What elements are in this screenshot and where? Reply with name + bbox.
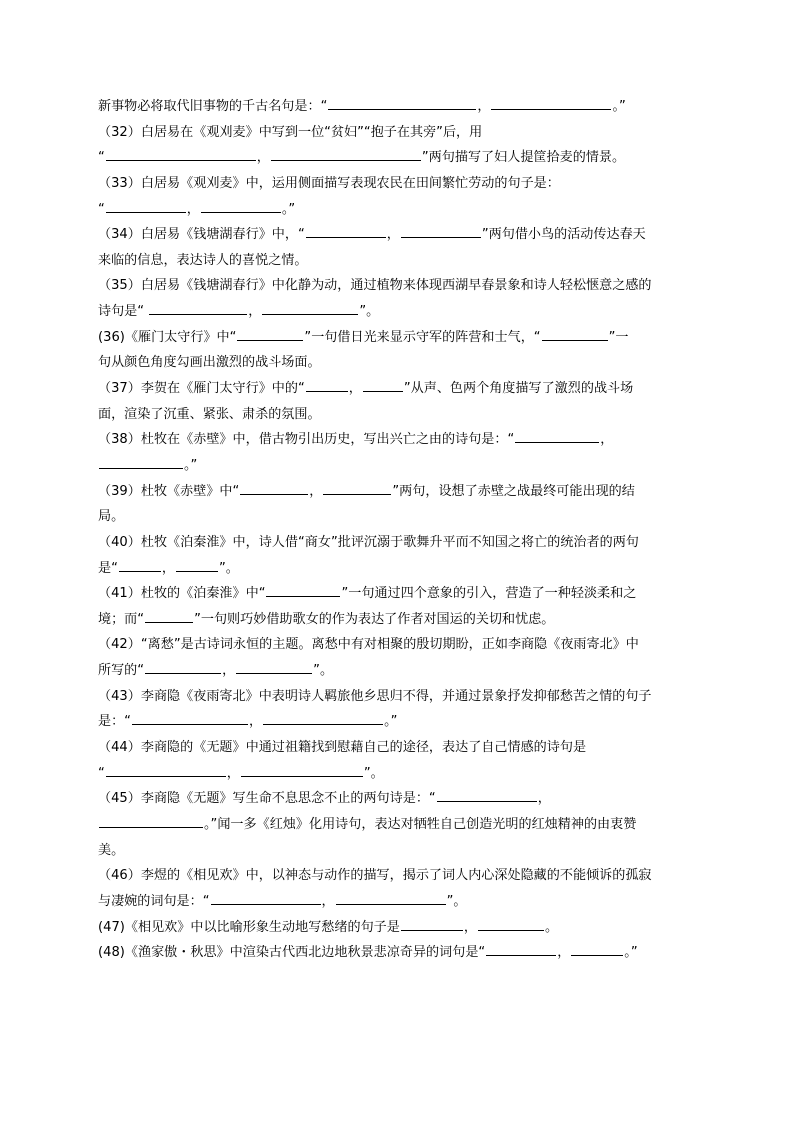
answer-blank[interactable] xyxy=(106,148,256,161)
answer-blank[interactable] xyxy=(99,456,183,469)
text-run: ， xyxy=(186,201,200,217)
answer-blank[interactable] xyxy=(323,482,391,495)
text-line xyxy=(98,863,698,889)
text-line xyxy=(98,402,698,428)
text-run: (36)《雁门太守行》中“ xyxy=(98,329,237,345)
text-run: ”。 xyxy=(313,663,334,679)
question-list xyxy=(98,94,698,966)
text-line xyxy=(98,325,698,351)
text-run: （39）杜牧《赤壁》中“ xyxy=(98,483,240,499)
text-run: 美。 xyxy=(98,842,125,858)
answer-blank[interactable] xyxy=(571,943,623,956)
answer-blank[interactable] xyxy=(336,892,446,905)
text-run: “ xyxy=(98,765,105,781)
answer-blank[interactable] xyxy=(306,379,348,392)
text-run: ， xyxy=(600,432,614,448)
text-run: 。” xyxy=(384,714,398,730)
text-line xyxy=(98,889,698,915)
text-run: ”两句描写了妇人提筐拾麦的情景。 xyxy=(421,150,626,166)
text-line xyxy=(98,632,698,658)
text-run: ”一句通过四个意象的引入，营造了一种轻淡柔和之 xyxy=(341,586,637,602)
text-run: （45）李商隐《无题》写生命不息思念不止的两句诗是：“ xyxy=(98,791,436,807)
answer-blank[interactable] xyxy=(106,200,186,213)
text-line xyxy=(98,940,698,966)
text-run: ”。 xyxy=(218,560,239,576)
answer-blank[interactable] xyxy=(515,430,599,443)
text-run: ”从声、色两个角度描写了激烈的战斗场 xyxy=(403,381,634,397)
text-line xyxy=(98,197,698,223)
text-run: 。” xyxy=(624,945,638,961)
text-run: 。 xyxy=(544,919,559,935)
text-line xyxy=(98,530,698,556)
answer-blank[interactable] xyxy=(486,943,556,956)
text-line xyxy=(98,479,698,505)
text-line xyxy=(98,145,698,171)
text-run: ”。 xyxy=(363,765,384,781)
text-run: (48)《渔家傲・秋思》中渲染古代西北边地秋景悲凉奇异的词句是“ xyxy=(98,945,486,961)
text-run: （34）白居易《钱塘湖春行》中，“ xyxy=(98,227,305,243)
answer-blank[interactable] xyxy=(262,302,358,315)
answer-blank[interactable] xyxy=(132,712,248,725)
text-line xyxy=(98,120,698,146)
text-run: （46）李煜的《相见欢》中，以神态与动作的描写，揭示了词人内心深处隐藏的不能倾诉的孤寂 xyxy=(98,868,652,884)
text-run: 境；而“ xyxy=(98,611,145,627)
answer-blank[interactable] xyxy=(271,148,421,161)
text-run: （42）“离愁”是古诗词永恒的主题。离愁中有对相聚的殷切期盼，正如李商隐《夜雨寄北》中 xyxy=(98,637,639,653)
text-run: “ xyxy=(98,201,105,217)
text-line xyxy=(98,171,698,197)
text-run: 所写的“ xyxy=(98,663,145,679)
text-run: （35）白居易《钱塘湖春行》中化静为动，通过植物来体现西湖早春景象和诗人轻松惬意之感的 xyxy=(98,278,652,294)
text-run: ”。 xyxy=(446,893,467,909)
answer-blank[interactable] xyxy=(241,764,363,777)
text-run: ， xyxy=(222,663,236,679)
text-line xyxy=(98,581,698,607)
answer-blank[interactable] xyxy=(306,225,386,238)
text-run: ， xyxy=(557,945,571,961)
text-run: ， xyxy=(348,381,362,397)
text-run: （44）李商隐的《无题》中通过祖籍找到慰藉自己的途径，表达了自己情感的诗句是 xyxy=(98,740,587,756)
text-line xyxy=(98,658,698,684)
text-line xyxy=(98,453,698,479)
answer-blank[interactable] xyxy=(240,482,308,495)
text-run: ， xyxy=(386,227,400,243)
text-line xyxy=(98,350,698,376)
answer-blank[interactable] xyxy=(119,559,161,572)
text-run: （38）杜牧在《赤壁》中，借古物引出历史，写出兴亡之由的诗句是：“ xyxy=(98,432,515,448)
text-run: “ xyxy=(98,150,105,166)
answer-blank[interactable] xyxy=(237,328,303,341)
text-line xyxy=(98,684,698,710)
text-run: ， xyxy=(309,483,323,499)
answer-blank[interactable] xyxy=(145,610,193,623)
text-run: 来临的信息，表达诗人的喜悦之情。 xyxy=(98,252,308,268)
text-line xyxy=(98,94,698,120)
answer-blank[interactable] xyxy=(401,918,463,931)
answer-blank[interactable] xyxy=(145,661,221,674)
text-line xyxy=(98,761,698,787)
text-line xyxy=(98,607,698,633)
answer-blank[interactable] xyxy=(149,302,247,315)
text-run: （32）白居易在《观刈麦》中写到一位“贫妇”“抱子在其旁”后，用 xyxy=(98,124,483,140)
answer-blank[interactable] xyxy=(401,225,481,238)
text-run: ， xyxy=(537,791,551,807)
text-run: 局。 xyxy=(98,509,125,525)
text-line xyxy=(98,556,698,582)
text-line xyxy=(98,376,698,402)
text-line xyxy=(98,812,698,838)
answer-blank[interactable] xyxy=(437,789,537,802)
text-run: ， xyxy=(161,560,175,576)
answer-blank[interactable] xyxy=(363,379,403,392)
text-line xyxy=(98,786,698,812)
text-run: ， xyxy=(477,99,491,114)
text-run: （43）李商隐《夜雨寄北》中表明诗人羁旅他乡思归不得，并通过景象抒发抑郁愁苦之情的句子 xyxy=(98,688,652,704)
text-run: ， xyxy=(248,714,263,730)
answer-blank[interactable] xyxy=(201,200,281,213)
text-line xyxy=(98,838,698,864)
text-run: ”一 xyxy=(608,329,629,345)
answer-blank[interactable] xyxy=(266,584,340,597)
text-run: 与凄婉的词句是：“ xyxy=(98,893,210,909)
text-line xyxy=(98,504,698,530)
answer-blank[interactable] xyxy=(328,97,476,110)
text-run: ”两句借小鸟的活动传达春天 xyxy=(481,227,646,243)
answer-blank[interactable] xyxy=(478,918,544,931)
text-run: ， xyxy=(463,919,477,935)
text-run: 。” xyxy=(281,201,296,217)
text-run: 。” xyxy=(184,457,198,473)
text-run: 诗句是“ xyxy=(98,304,149,320)
answer-blank[interactable] xyxy=(176,559,218,572)
text-run: 句从颜色角度勾画出激烈的战斗场面。 xyxy=(98,355,321,371)
answer-blank[interactable] xyxy=(236,661,312,674)
text-run: 面，渲染了沉重、紧张、肃杀的氛围。 xyxy=(98,406,321,422)
text-run: 新事物必将取代旧事物的千古名句是：“ xyxy=(98,99,328,114)
text-line xyxy=(98,273,698,299)
text-line xyxy=(98,709,698,735)
text-run: ”一句则巧妙借助歌女的作为表达了作者对国运的关切和忧虑。 xyxy=(194,611,555,627)
text-run: 是“ xyxy=(98,560,118,576)
text-run: ， xyxy=(321,893,335,909)
text-line xyxy=(98,222,698,248)
text-run: （40）杜牧《泊秦淮》中，诗人借“商女”批评沉溺于歌舞升平而不知国之将亡的统治者的两句 xyxy=(98,534,639,550)
answer-blank[interactable] xyxy=(263,712,383,725)
answer-blank[interactable] xyxy=(542,328,608,341)
text-run: （41）杜牧的《泊秦淮》中“ xyxy=(98,586,266,602)
text-run: （37）李贺在《雁门太守行》中的“ xyxy=(98,381,305,397)
text-line xyxy=(98,248,698,274)
text-run: 。” xyxy=(612,99,626,114)
text-run: ， xyxy=(248,304,262,320)
text-run: ”。 xyxy=(359,304,380,320)
text-run: 。”闻一多《红烛》化用诗句，表达对牺牲自己创造光明的红烛精神的由衷赞 xyxy=(204,816,637,832)
text-run: ”一句借日光来显示守军的阵营和士气，“ xyxy=(304,329,541,345)
text-line xyxy=(98,735,698,761)
text-run: ”两句，设想了赤壁之战最终可能出现的结 xyxy=(392,483,635,499)
text-line xyxy=(98,427,698,453)
text-run: 是：“ xyxy=(98,714,131,730)
answer-blank[interactable] xyxy=(106,764,226,777)
answer-blank[interactable] xyxy=(491,97,611,110)
text-run: （33）白居易《观刈麦》中，运用侧面描写表现农民在田间繁忙劳动的句子是： xyxy=(98,175,560,191)
text-line xyxy=(98,915,698,941)
answer-blank[interactable] xyxy=(99,815,203,828)
text-run: (47)《相见欢》中以比喻形象生动地写愁绪的句子是 xyxy=(98,919,400,935)
text-line xyxy=(98,299,698,325)
text-run: ， xyxy=(226,765,240,781)
text-run: ， xyxy=(256,150,270,166)
answer-blank[interactable] xyxy=(211,892,321,905)
